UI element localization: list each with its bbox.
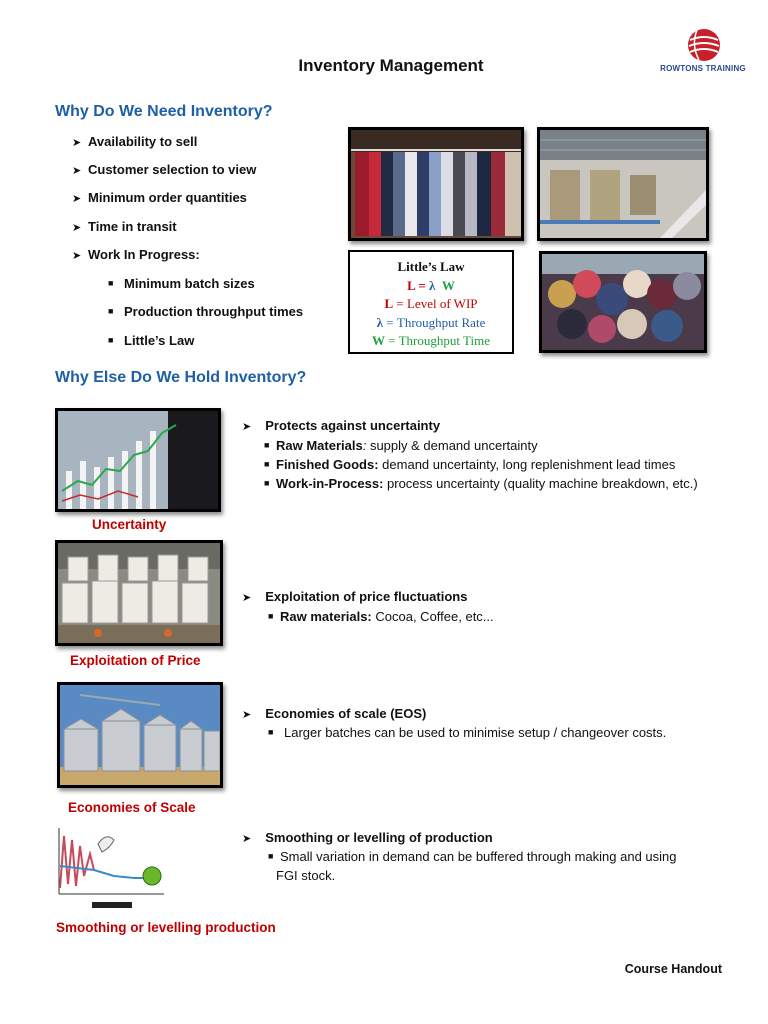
smoothing-diagram	[54, 826, 172, 914]
caption-smoothing: Smoothing or levelling production	[56, 920, 276, 935]
littles-law-box	[348, 250, 514, 354]
footer-course-handout: Course Handout	[624, 962, 722, 976]
caption-exploitation-of-price: Exploitation of Price	[70, 653, 201, 668]
bullet-item: ➤ Minimum order quantities	[72, 190, 247, 205]
logo-text: ROWTONS TRAINING	[660, 64, 746, 73]
section-heading-why-else: Why Else Do We Hold Inventory?	[55, 369, 307, 386]
arrow-bullet-icon: ➤	[242, 833, 252, 845]
grain-silos-photo	[57, 682, 223, 788]
caption-uncertainty: Uncertainty	[92, 517, 167, 532]
section-heading-why-need: Why Do We Need Inventory?	[55, 103, 273, 120]
littles-law-title: Little’s Law	[397, 259, 465, 274]
caption-economies-of-scale: Economies of Scale	[68, 800, 196, 815]
square-bullet-icon: ■	[108, 306, 114, 316]
sub-point: ■ Small variation in demand can be buffered through making and using	[268, 849, 677, 864]
arrow-bullet-icon: ➤	[72, 165, 82, 177]
littles-law-equation: L = λ W	[407, 277, 455, 293]
square-bullet-icon: ■	[264, 440, 270, 450]
square-bullet-icon: ■	[268, 727, 274, 737]
point-price-fluctuations: ➤ Exploitation of price fluctuations	[242, 589, 468, 604]
storage-tanks-photo	[55, 540, 223, 646]
warehouse-photo	[537, 127, 709, 241]
square-bullet-icon: ■	[264, 459, 270, 469]
point-smoothing: ➤ Smoothing or levelling of production	[242, 830, 493, 845]
sub-bullet-item: ■ Little’s Law	[108, 333, 195, 348]
littles-law-lambda-definition: λ = Throughput Rate	[376, 314, 486, 330]
square-bullet-icon: ■	[268, 851, 274, 861]
sub-point: ■ Raw Materials: supply & demand uncertainty	[264, 438, 538, 453]
sub-point-continued: FGI stock.	[276, 868, 336, 883]
bullet-item: ➤ Availability to sell	[72, 134, 198, 149]
sub-point: ■ Finished Goods: demand uncertainty, long replenishment lead times	[264, 457, 676, 472]
uncertainty-photo	[55, 408, 221, 512]
arrow-bullet-icon: ➤	[242, 421, 252, 433]
arrow-bullet-icon: ➤	[242, 592, 252, 604]
arrow-bullet-icon: ➤	[72, 222, 82, 234]
arrow-bullet-icon: ➤	[242, 709, 252, 721]
arrow-bullet-icon: ➤	[72, 193, 82, 205]
arrow-bullet-icon: ➤	[72, 250, 82, 262]
square-bullet-icon: ■	[268, 611, 274, 621]
page-title: Inventory Management	[298, 56, 484, 75]
sub-point: ■ Larger batches can be used to minimise setup / changeover costs.	[268, 725, 667, 740]
littles-law-w-definition: W = Throughput Time	[372, 333, 490, 348]
sub-point: ■ Raw materials: Cocoa, Coffee, etc...	[268, 609, 494, 624]
rowtons-logo	[657, 28, 749, 78]
clothes-pile-photo	[539, 251, 707, 353]
square-bullet-icon: ■	[264, 478, 270, 488]
square-bullet-icon: ■	[108, 335, 114, 345]
bullet-item: ➤ Work In Progress:	[72, 247, 200, 262]
globe-icon	[657, 28, 749, 64]
point-economies-of-scale: ➤ Economies of scale (EOS)	[242, 706, 427, 721]
arrow-bullet-icon: ➤	[72, 137, 82, 149]
sub-point: ■ Work-in-Process: process uncertainty (quality machine breakdown, etc.)	[264, 476, 698, 491]
square-bullet-icon: ■	[108, 278, 114, 288]
point-uncertainty: ➤ Protects against uncertainty	[242, 418, 441, 433]
sub-bullet-item: ■ Production throughput times	[108, 304, 304, 319]
bullet-item: ➤ Time in transit	[72, 219, 177, 234]
littles-law-l-definition: L = Level of WIP	[384, 296, 478, 311]
clothes-rack-photo	[348, 127, 524, 241]
sub-bullet-item: ■ Minimum batch sizes	[108, 276, 255, 291]
bullet-item: ➤ Customer selection to view	[72, 162, 257, 177]
